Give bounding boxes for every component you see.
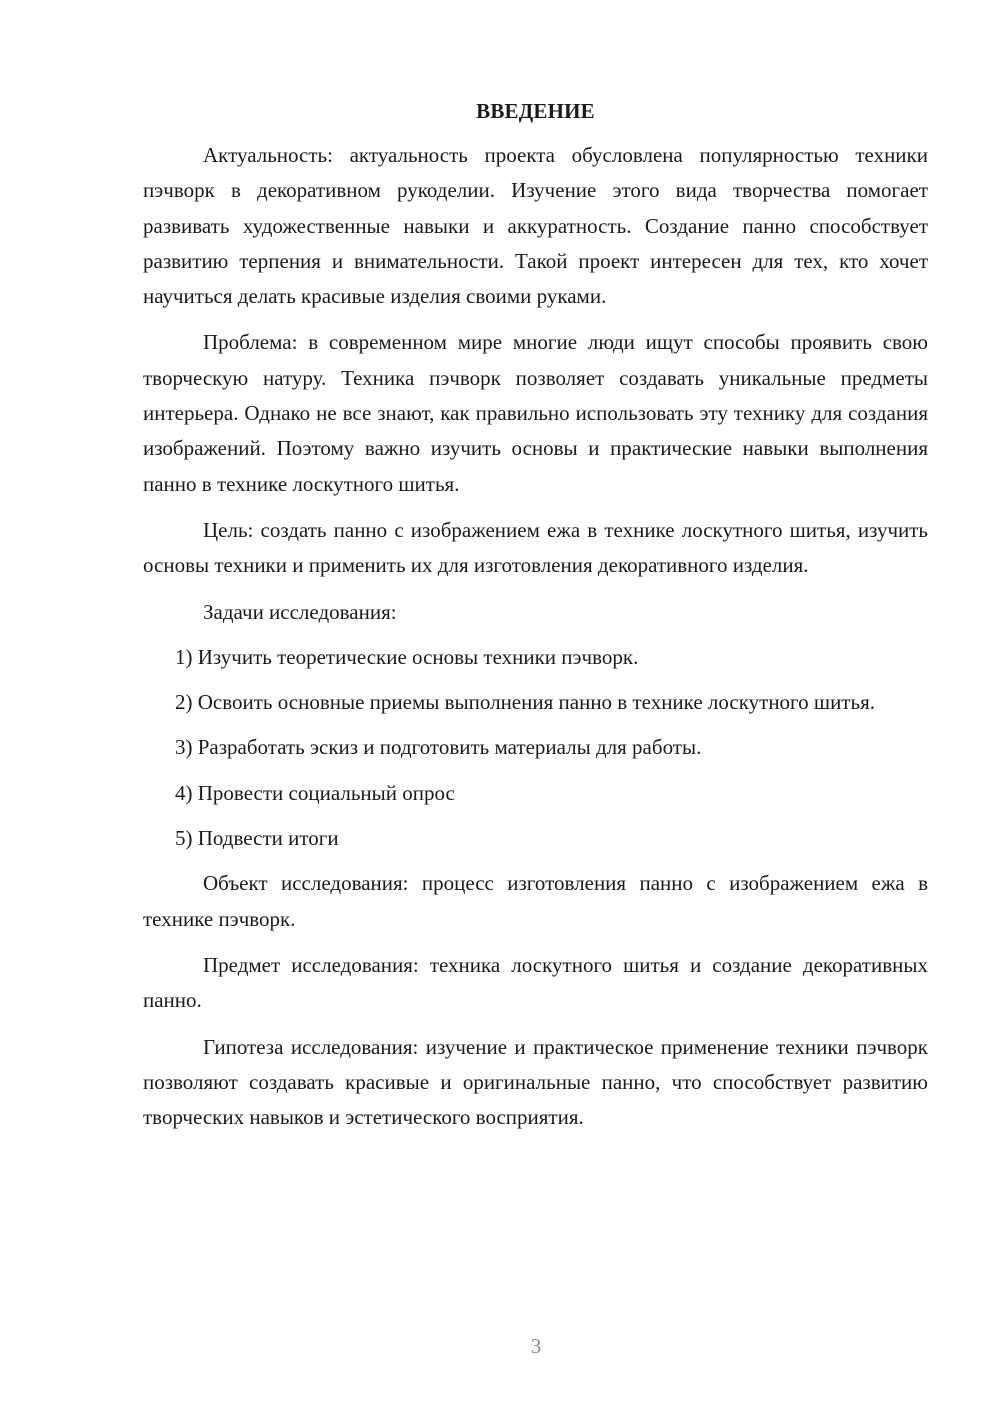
paragraph-relevance: Актуальность: актуальность проекта обусловлена популярностью техники пэчворк в декоративном рукоделии. Изучение этого вида творчества помогает развивать художественные навыки и аккуратность. Создание панно способствует развитию терпения и внимательности. Такой проект интересен для тех, кто хочет научиться делать красивые изделия своими руками. — [143, 143, 928, 309]
task-item-2: 2) Освоить основные приемы выполнения панно в технике лоскутного шитья. — [175, 690, 875, 715]
task-item-4: 4) Провести социальный опрос — [175, 780, 455, 805]
paragraph-object: Объект исследования: процесс изготовления панно с изображением ежа в технике пэчворк. — [143, 871, 928, 931]
page-title: ВВЕДЕНИЕ — [476, 99, 595, 123]
paragraph-hypothesis: Гипотеза исследования: изучение и практическое применение техники пэчворк позволяют создавать красивые и оригинальные панно, что способствует развитию творческих навыков и эстетического восприятия. — [143, 1034, 928, 1130]
paragraph-goal: Цель: создать панно с изображением ежа в технике лоскутного шитья, изучить основы техники и применить их для изготовления декоративного изделия. — [143, 517, 928, 578]
paragraph-subject: Предмет исследования: техника лоскутного шитья и создание декоративных панно. — [143, 952, 928, 1013]
task-item-3: 3) Разработать эскиз и подготовить материалы для работы. — [175, 735, 702, 760]
task-item-1: 1) Изучить теоретические основы техники пэчворк. — [175, 644, 639, 669]
page-number: 3 — [530, 1334, 542, 1358]
page-content — [143, 95, 928, 1146]
paragraph-problem: Проблема: в современном мире многие люди ищут способы проявить свою творческую натуру. Техника пэчворк позволяет создавать уникальные предметы интерьера. Однако не все знают, как правильно использовать эту технику для создания изображений. Поэтому важно изучить основы и практические навыки выполнения панно в технике лоскутного шитья. — [143, 330, 928, 496]
tasks-heading: Задачи исследования: — [203, 599, 397, 624]
task-item-5: 5) Подвести итоги — [175, 826, 339, 851]
